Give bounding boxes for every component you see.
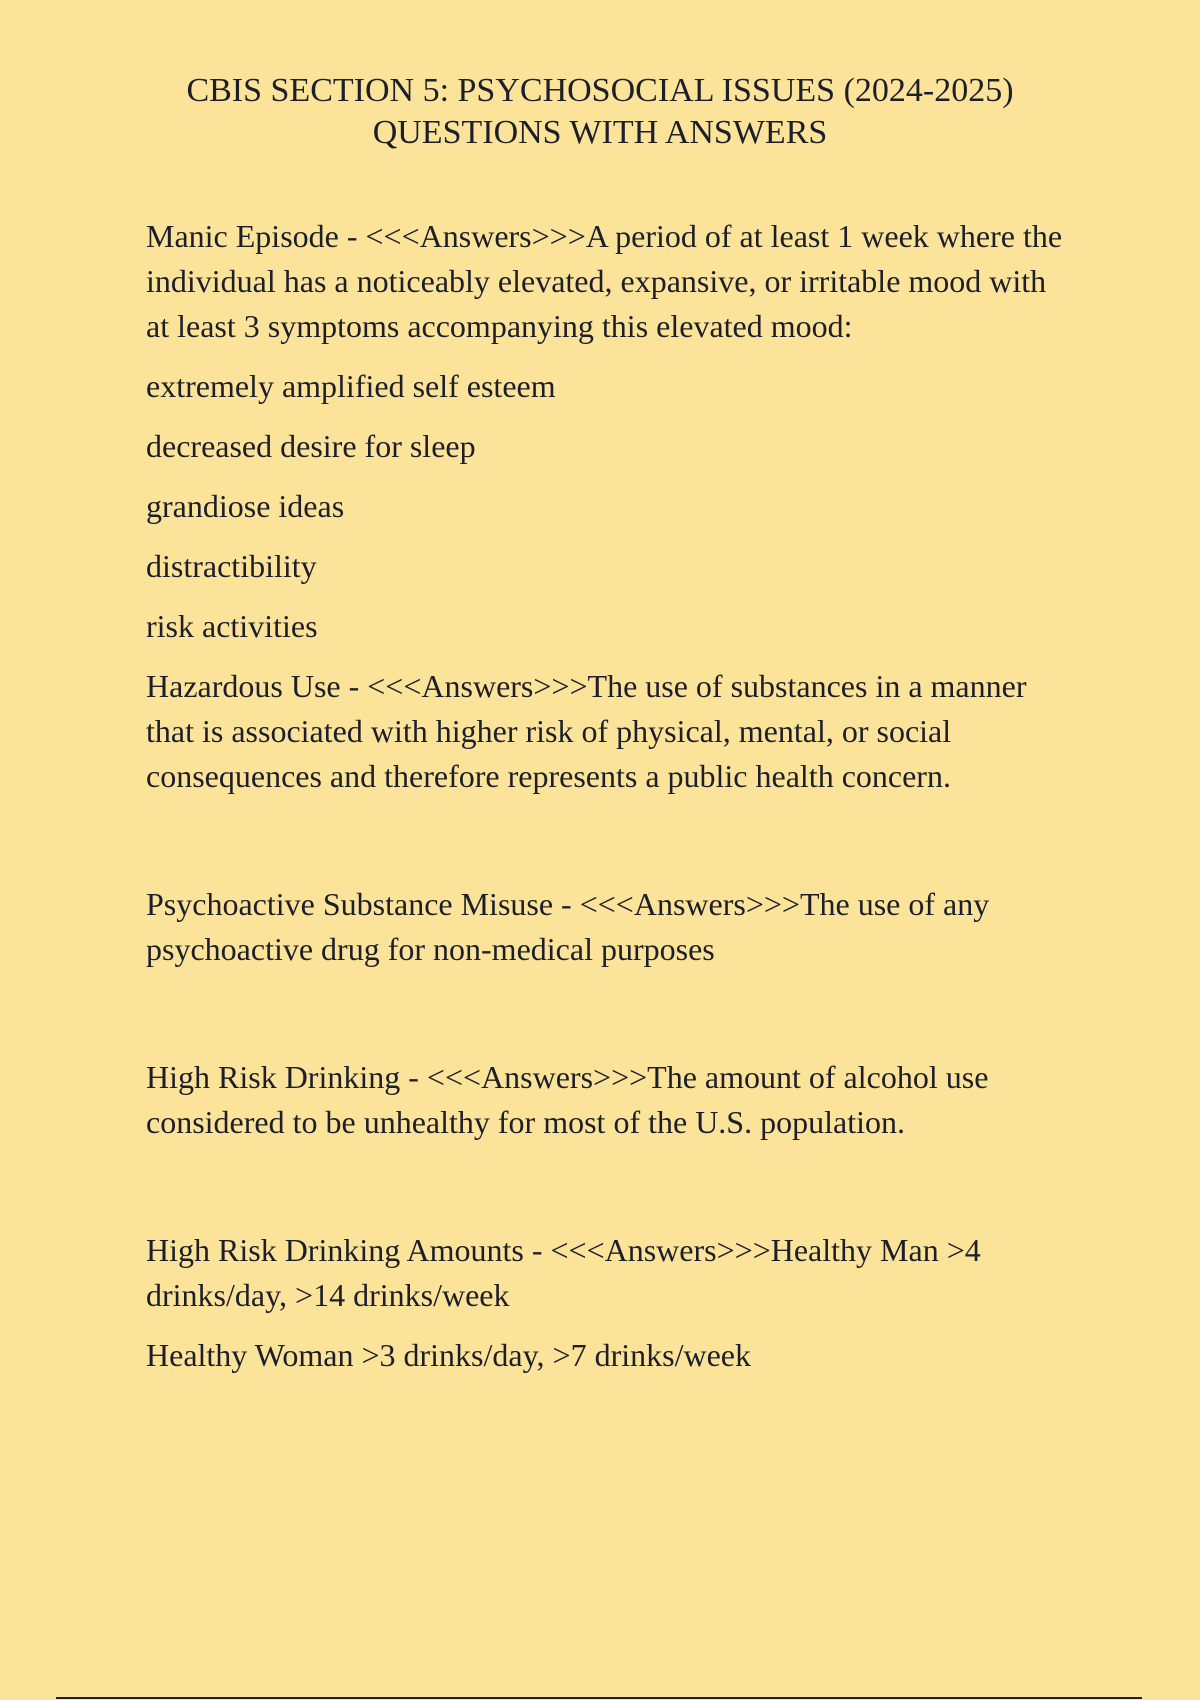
entry-separator: -	[340, 668, 368, 704]
entry-term: Manic Episode	[146, 218, 339, 254]
entry-separator: -	[400, 1059, 427, 1095]
title-line-1: CBIS SECTION 5: PSYCHOSOCIAL ISSUES (2024-2025)	[186, 72, 1014, 109]
answer-marker: <<<Answers>>>	[426, 1059, 648, 1095]
qa-entry-high-risk-drinking-amounts	[146, 1228, 1066, 1318]
entry-answer: The use of substances in a manner that is associated with higher risk of physical, mental, or social consequences and therefore represents a public health concern.	[146, 668, 1027, 794]
entry-term: High Risk Drinking Amounts	[146, 1232, 524, 1268]
answer-marker: <<<Answers>>>	[367, 668, 588, 704]
entry-answer: Healthy Man >4 drinks/day, >14 drinks/week	[146, 1232, 981, 1313]
title-line-2: QUESTIONS WITH ANSWERS	[372, 114, 828, 151]
symptom-item: risk activities	[146, 608, 318, 644]
entry-separator: -	[553, 886, 580, 922]
entry-term: Hazardous Use	[146, 668, 341, 704]
entry-term: Psychoactive Substance Misuse	[146, 886, 554, 922]
answer-marker: <<<Answers>>>	[579, 886, 800, 922]
entry-separator: -	[338, 218, 366, 254]
answer-marker: <<<Answers>>>	[550, 1232, 771, 1268]
symptom-item: extremely amplified self esteem	[146, 368, 556, 404]
qa-entry-manic-episode	[146, 214, 1066, 349]
spacer	[146, 972, 1066, 1055]
qa-entry-high-risk-drinking	[146, 1055, 1066, 1145]
qa-entry-psychoactive-substance-misuse	[146, 882, 1066, 972]
spacer	[146, 799, 1066, 882]
entry-term: High Risk Drinking	[146, 1059, 401, 1095]
footer-divider	[56, 1697, 1142, 1699]
entry-answer-continued: Healthy Woman >3 drinks/day, >7 drinks/week	[146, 1337, 751, 1373]
entry-answer: A period of at least 1 week where the individual has a noticeably elevated, expansive, or irritable mood with at least 3 symptoms accompanying this elevated mood:	[146, 218, 1063, 344]
qa-entry-hazardous-use	[146, 664, 1066, 799]
answer-marker: <<<Answers>>>	[365, 218, 586, 254]
entry-answer: The use of any psychoactive drug for non-medical purposes	[146, 886, 990, 967]
symptom-item: distractibility	[146, 548, 317, 584]
spacer	[146, 1145, 1066, 1228]
qa-content	[146, 214, 1066, 1393]
symptom-item: grandiose ideas	[146, 488, 345, 524]
page-title	[120, 70, 1080, 154]
entry-answer: The amount of alcohol use considered to be unhealthy for most of the U.S. population.	[146, 1059, 989, 1140]
symptom-item: decreased desire for sleep	[146, 428, 476, 464]
entry-separator: -	[523, 1232, 551, 1268]
